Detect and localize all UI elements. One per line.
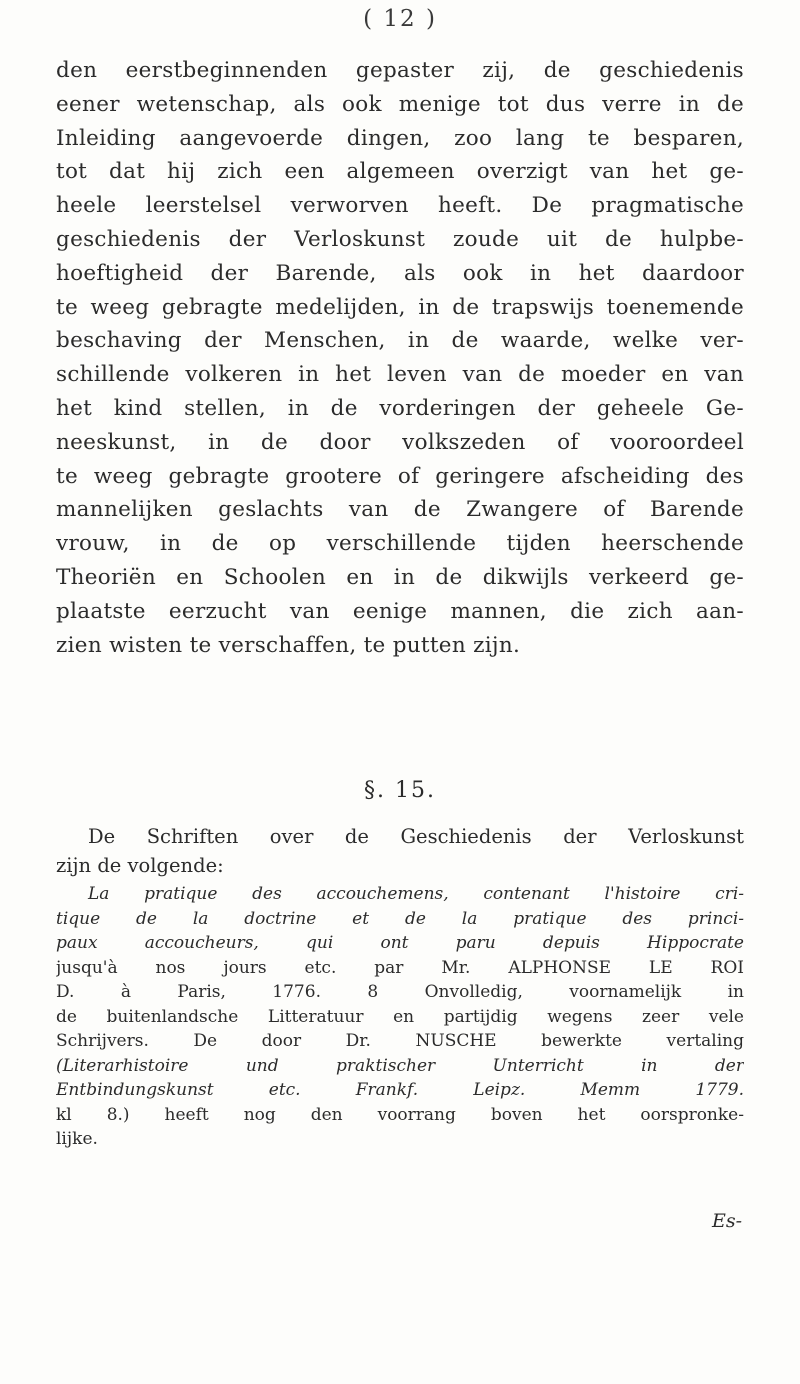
reference-line: La pratique des accouchemens, contenant l'histoire cri- [88,884,744,904]
reference-line: lijke. [56,1129,98,1149]
text-line: plaatste eerzucht van eenige mannen, die zich aan- [56,598,744,624]
text-line: het kind stellen, in de vorderingen der geheele Ge- [56,395,744,421]
page-number: ( 12 ) [363,6,437,32]
text-line: Inleiding aangevoerde dingen, zoo lang te besparen, [56,125,744,151]
text-line: schillende volkeren in het leven van de moeder en van [56,362,744,388]
text-line: heele leerstelsel verworven heeft. De pragmatische [56,193,744,219]
text-line: Theoriën en Schoolen en in de dikwijls verkeerd ge- [56,564,744,590]
text-line: geschiedenis der Verloskunst zoude uit de hulpbe- [56,226,744,252]
reference-entry [56,882,744,1152]
text-line: beschaving der Menschen, in de waarde, welke ver- [56,328,744,354]
text-line: mannelijken geslachts van de Zwangere of Barende [56,497,744,523]
text-line: hoeftigheid der Barende, als ook in het daardoor [56,260,744,286]
text-line: neeskunst, in de door volkszeden of vooroordeel [56,429,744,455]
reference-line: jusqu'à nos jours etc. par Mr. ALPHONSE LE ROI [56,957,744,978]
reference-line: paux accoucheurs, qui ont paru depuis Hippocrate [56,933,744,953]
text-line: vrouw, in de op verschillende tijden heerschende [56,531,744,557]
references-intro [56,822,744,880]
text-line: zien wisten te verschaffen, te putten zijn. [56,632,521,658]
text-line: tot dat hij zich een algemeen overzigt van het ge- [56,159,744,185]
reference-line: (Literarhistoire und praktischer Unterricht in der [56,1055,744,1076]
reference-line: Schrijvers. De door Dr. NUSCHE bewerkte vertaling [56,1031,744,1051]
text-line: zijn de volgende: [56,854,224,877]
reference-line: Entbindungskunst etc. Frankf. Leipz. Memm 1779. [56,1080,744,1100]
text-line: eener wetenschap, als ook menige tot dus verre in de [56,91,744,117]
text-line: te weeg gebragte medelijden, in de trapswijs toenemende [56,294,744,320]
reference-line: kl 8.) heeft nog den voorrang boven het oorspronke- [56,1104,744,1125]
main-paragraph [56,54,744,662]
reference-line: D. à Paris, 1776. 8 Onvolledig, voornamelijk in [56,982,744,1002]
section-heading: §. 15. [364,778,436,803]
reference-line: tique de la doctrine et de la pratique des princi- [56,908,744,929]
text-line: De Schriften over de Geschiedenis der Verloskunst [88,825,744,848]
reference-line: de buitenlandsche Litteratuur en partijdig wegens zeer vele [56,1006,744,1027]
text-line: te weeg gebragte grootere of geringere afscheiding des [56,463,744,489]
catchword: Es- [711,1210,742,1232]
text-line: den eerstbeginnenden gepaster zij, de geschiedenis [56,58,744,83]
